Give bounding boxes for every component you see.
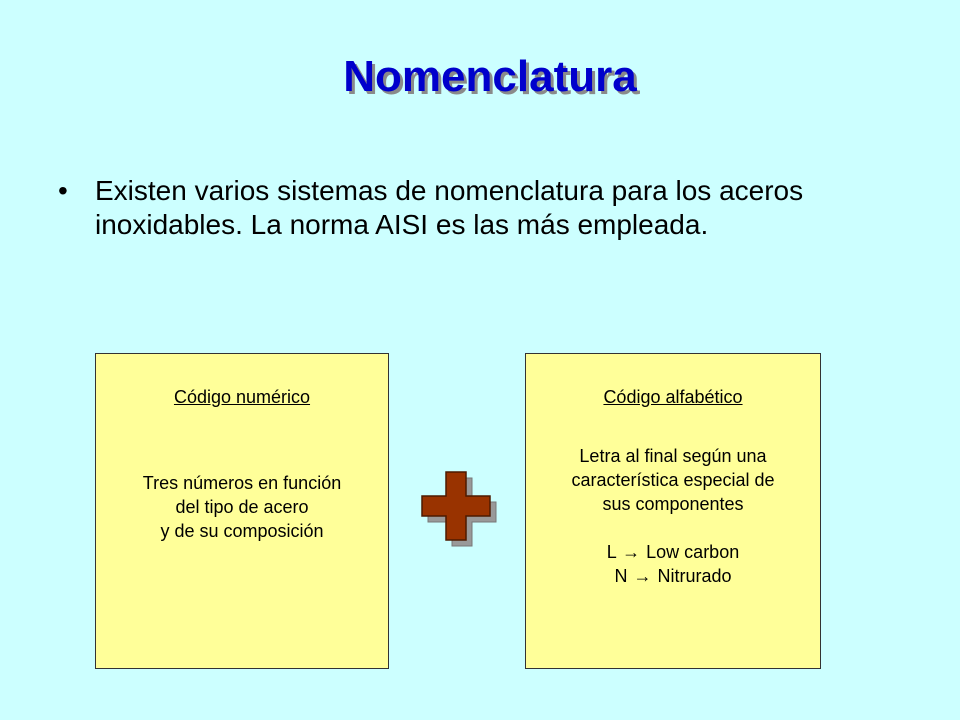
numeric-code-heading: Código numérico bbox=[173, 387, 311, 407]
plus-sign-icon bbox=[420, 470, 500, 550]
numeric-code-line: y de su composición bbox=[160, 521, 324, 541]
legend-letter: L bbox=[606, 542, 617, 562]
legend-meaning: Nitrurado bbox=[657, 566, 732, 586]
plus-shape bbox=[422, 472, 490, 540]
bullet-marker: • bbox=[58, 175, 68, 206]
slide-title: Nomenclatura bbox=[343, 52, 637, 101]
numeric-code-line: Tres números en función bbox=[142, 473, 342, 493]
alphabetic-code-box bbox=[525, 353, 821, 669]
alphabetic-code-heading: Código alfabético bbox=[603, 387, 743, 407]
legend-entry-low-carbon bbox=[526, 540, 820, 564]
alphabetic-code-line: característica especial de bbox=[571, 470, 775, 490]
legend-meaning: Low carbon bbox=[646, 542, 740, 562]
numeric-code-box bbox=[95, 353, 389, 669]
legend-spacer bbox=[526, 516, 820, 540]
alphabetic-code-line: Letra al final según una bbox=[579, 446, 767, 466]
alphabetic-code-line: sus componentes bbox=[602, 494, 744, 514]
arrow-right-icon: → bbox=[633, 566, 652, 586]
legend-entry-nitrurado bbox=[526, 564, 820, 588]
numeric-code-line: del tipo de acero bbox=[175, 497, 309, 517]
alphabetic-code-description bbox=[526, 444, 820, 588]
arrow-right-icon: → bbox=[622, 542, 641, 562]
numeric-code-description bbox=[96, 471, 388, 543]
legend-letter: N bbox=[614, 566, 628, 586]
bullet-text: Existen varios sistemas de nomenclatura para los aceros inoxidables. La norma AISI es las más empleada. bbox=[95, 175, 804, 240]
